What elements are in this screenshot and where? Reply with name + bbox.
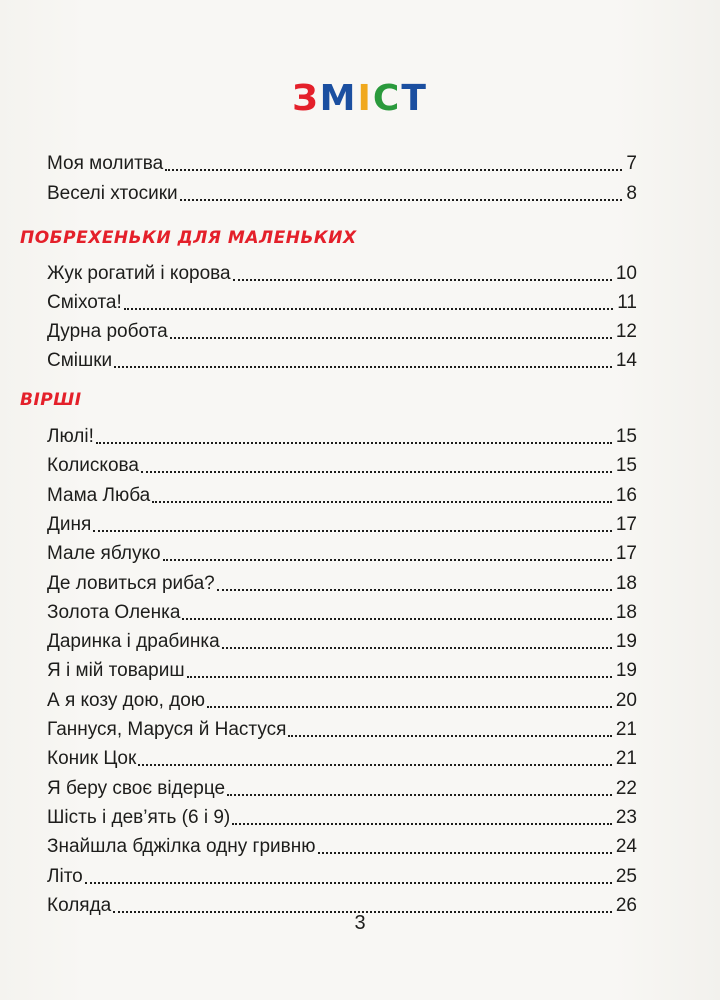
toc-entry-title: Шість і дев’ять (6 і 9) (47, 806, 231, 828)
dot-leader (233, 278, 612, 281)
toc-entry (47, 716, 637, 744)
toc-entry-page: 18 (615, 601, 637, 623)
toc-entry-page: 25 (615, 865, 637, 887)
toc-entry-page: 12 (615, 321, 637, 342)
toc-entry-page: 16 (615, 484, 637, 506)
dot-leader (85, 881, 612, 884)
dot-leader (217, 588, 612, 591)
toc-entry (47, 804, 637, 832)
dot-leader (288, 734, 611, 737)
toc-entry-title: Колискова (47, 455, 139, 477)
toc-entry-title: Золота Оленка (47, 601, 181, 623)
toc-entry-title: А я козу дою, дою (47, 689, 206, 711)
section-heading-pobrekhenky: ПОБРЕХЕНЬКИ ДЛЯ МАЛЕНЬКИХ (20, 228, 357, 248)
toc-entry-title: Моя молитва (47, 153, 164, 174)
toc-entry (47, 482, 637, 510)
toc-entry-page: 7 (626, 153, 637, 174)
dot-leader (152, 500, 612, 503)
toc-entry (47, 347, 637, 375)
toc-entry (47, 628, 637, 656)
toc-entry (47, 540, 637, 568)
dot-leader (141, 470, 612, 473)
toc-entry (47, 318, 637, 346)
dot-leader (227, 793, 612, 796)
toc-entry-page: 21 (615, 748, 637, 770)
toc-entry-page: 21 (615, 719, 637, 740)
toc-entry (47, 260, 637, 288)
section-heading-virshi: ВІРШІ (20, 390, 82, 410)
dot-leader (93, 529, 612, 532)
toc-entry-title: Мале яблуко (47, 543, 161, 565)
toc-entry-page: 22 (615, 777, 637, 799)
toc-entry-title: Даринка і драбинка (47, 631, 220, 653)
toc-entry (47, 452, 637, 480)
toc-entry-page: 23 (615, 806, 637, 828)
toc-entry (47, 289, 637, 317)
toc-entry (47, 180, 637, 208)
dot-leader (114, 365, 612, 368)
toc-entry-page: 26 (615, 894, 637, 916)
toc-entry (47, 150, 637, 178)
toc-entry-title: Жук рогатий і корова (47, 263, 231, 284)
toc-entry (47, 775, 637, 803)
toc-entry-title: Мама Люба (47, 484, 151, 506)
toc-entry (47, 599, 637, 627)
toc-entry-page: 24 (615, 836, 637, 858)
toc-entry-title: Смішки (47, 350, 113, 371)
toc-entry-page: 15 (615, 455, 637, 477)
dot-leader (165, 168, 622, 171)
title-letter: М (319, 78, 358, 119)
toc-entry-page: 17 (615, 543, 637, 565)
dot-leader (170, 336, 612, 339)
dot-leader (187, 675, 612, 678)
dot-leader (180, 198, 623, 201)
toc-entry-title: Ганнуся, Маруся й Настуся (47, 719, 287, 740)
toc-entry-title: Коник Цок (47, 748, 137, 770)
toc-entry-title: Де ловиться риба? (47, 572, 215, 594)
toc-entry-title: Коляда (47, 894, 112, 916)
dot-leader (182, 617, 611, 620)
toc-entry-title: Люлі! (47, 426, 94, 447)
dot-leader (207, 705, 612, 708)
toc-entry (47, 833, 637, 861)
toc-entry (47, 657, 637, 685)
toc-entry-page: 8 (626, 183, 637, 204)
toc-entry-title: Веселі хтосики (47, 183, 178, 204)
toc-entry-page: 18 (615, 572, 637, 594)
title-letter: І (357, 78, 373, 119)
page-number: 3 (354, 912, 366, 934)
dot-leader (318, 851, 612, 854)
toc-entry (47, 863, 637, 891)
toc-entry-page: 19 (615, 660, 637, 682)
toc-entry-title: Літо (47, 865, 83, 887)
toc-entry-page: 11 (617, 292, 637, 313)
dot-leader (222, 646, 612, 649)
toc-entry-title: Сміхота! (47, 292, 122, 313)
toc-entry-page: 15 (615, 426, 637, 447)
dot-leader (163, 558, 612, 561)
dot-leader (124, 307, 613, 310)
toc-entry (47, 511, 637, 539)
toc-entry (47, 745, 637, 773)
dot-leader (138, 763, 612, 766)
toc-entry-title: Я беру своє відерце (47, 777, 226, 799)
toc-entry-title: Я і мій товариш (47, 660, 185, 682)
dot-leader (96, 441, 612, 444)
toc-entry-page: 10 (615, 263, 637, 284)
toc-entry-page: 19 (615, 631, 637, 653)
title-letter: З (292, 78, 320, 119)
toc-entry (47, 570, 637, 598)
toc-entry (47, 687, 637, 715)
title-letter: С (372, 78, 402, 119)
page-title (0, 78, 720, 119)
title-letter: Т (401, 78, 428, 119)
toc-entry-title: Дурна робота (47, 321, 168, 342)
toc-entry-page: 17 (615, 513, 637, 535)
toc-entry-page: 14 (615, 350, 637, 371)
dot-leader (232, 822, 612, 825)
toc-entry-page: 20 (615, 689, 637, 711)
toc-entry-title: Диня (47, 513, 92, 535)
toc-entry (47, 423, 637, 451)
toc-entry-title: Знайшла бджілка одну гривню (47, 836, 316, 858)
